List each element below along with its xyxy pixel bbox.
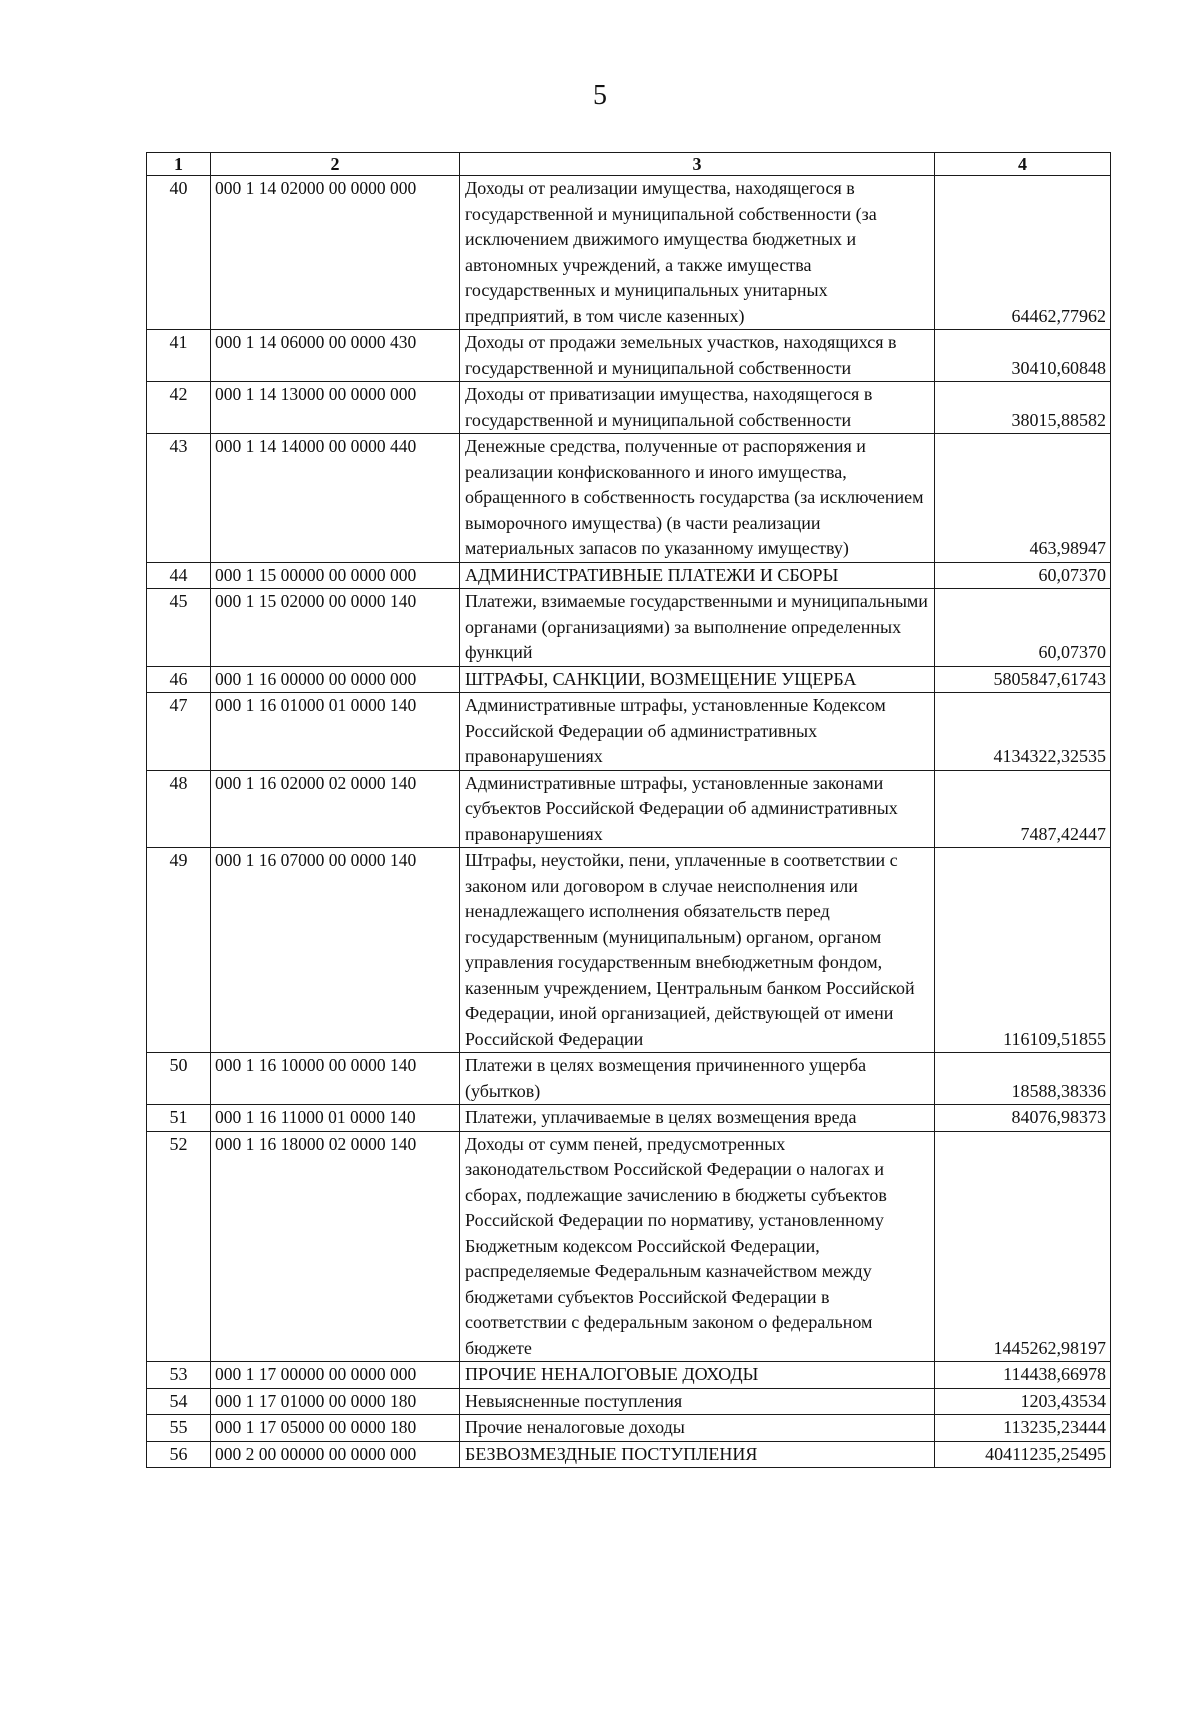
row-number-cell: 43 (147, 434, 211, 563)
description-cell: Доходы от реализации имущества, находящегося в государственной и муниципальной собственности (за исключением движимого имущества бюджетных и автономных учреждений, а также имущества государственных и муниципальных унитарных предприятий, в том числе казенных) (460, 176, 935, 330)
table-row (147, 693, 1111, 771)
table-row (147, 1053, 1111, 1105)
description-cell: АДМИНИСТРАТИВНЫЕ ПЛАТЕЖИ И СБОРЫ (460, 562, 935, 589)
budget-code-cell: 000 1 15 00000 00 0000 000 (211, 562, 460, 589)
row-number-cell: 40 (147, 176, 211, 330)
description-cell: Платежи, взимаемые государственными и муниципальными органами (организациями) за выполнение определенных функций (460, 589, 935, 667)
table-row (147, 589, 1111, 667)
budget-code-cell: 000 1 16 02000 02 0000 140 (211, 770, 460, 848)
table-row (147, 770, 1111, 848)
budget-code-cell: 000 1 16 00000 00 0000 000 (211, 666, 460, 693)
row-number-cell: 56 (147, 1441, 211, 1468)
description-cell: Административные штрафы, установленные Кодексом Российской Федерации об административных правонарушениях (460, 693, 935, 771)
table-row (147, 1441, 1111, 1468)
amount-cell: 114438,66978 (935, 1362, 1111, 1389)
description-cell: Доходы от продажи земельных участков, находящихся в государственной и муниципальной собственности (460, 330, 935, 382)
budget-code-cell: 000 1 16 07000 00 0000 140 (211, 848, 460, 1053)
column-header-amount: 4 (935, 153, 1111, 176)
table-row (147, 330, 1111, 382)
table-row (147, 1388, 1111, 1415)
description-cell: ПРОЧИЕ НЕНАЛОГОВЫЕ ДОХОДЫ (460, 1362, 935, 1389)
table-row (147, 666, 1111, 693)
table-header-row (147, 153, 1111, 176)
table-row (147, 562, 1111, 589)
table-body (147, 176, 1111, 1468)
table-row (147, 848, 1111, 1053)
row-number-cell: 44 (147, 562, 211, 589)
column-header-row-number: 1 (147, 153, 211, 176)
amount-cell: 1203,43534 (935, 1388, 1111, 1415)
row-number-cell: 54 (147, 1388, 211, 1415)
amount-cell: 60,07370 (935, 589, 1111, 667)
revenue-table (146, 152, 1111, 1468)
row-number-cell: 48 (147, 770, 211, 848)
row-number-cell: 47 (147, 693, 211, 771)
budget-code-cell: 000 1 14 14000 00 0000 440 (211, 434, 460, 563)
amount-cell: 18588,38336 (935, 1053, 1111, 1105)
row-number-cell: 51 (147, 1105, 211, 1132)
budget-code-cell: 000 1 16 10000 00 0000 140 (211, 1053, 460, 1105)
budget-code-cell: 000 1 16 11000 01 0000 140 (211, 1105, 460, 1132)
table-row (147, 1415, 1111, 1442)
table-row (147, 1105, 1111, 1132)
description-cell: Административные штрафы, установленные законами субъектов Российской Федерации об административных правонарушениях (460, 770, 935, 848)
description-cell: Прочие неналоговые доходы (460, 1415, 935, 1442)
description-cell: ШТРАФЫ, САНКЦИИ, ВОЗМЕЩЕНИЕ УЩЕРБА (460, 666, 935, 693)
description-cell: Платежи, уплачиваемые в целях возмещения вреда (460, 1105, 935, 1132)
budget-code-cell: 000 1 14 13000 00 0000 000 (211, 382, 460, 434)
description-cell: Платежи в целях возмещения причиненного ущерба (убытков) (460, 1053, 935, 1105)
amount-cell: 84076,98373 (935, 1105, 1111, 1132)
description-cell: Доходы от приватизации имущества, находящегося в государственной и муниципальной собственности (460, 382, 935, 434)
table-row (147, 434, 1111, 563)
budget-code-cell: 000 1 16 01000 01 0000 140 (211, 693, 460, 771)
row-number-cell: 42 (147, 382, 211, 434)
row-number-cell: 41 (147, 330, 211, 382)
amount-cell: 7487,42447 (935, 770, 1111, 848)
description-cell: Невыясненные поступления (460, 1388, 935, 1415)
column-header-budget-code: 2 (211, 153, 460, 176)
amount-cell: 60,07370 (935, 562, 1111, 589)
row-number-cell: 49 (147, 848, 211, 1053)
description-cell: Штрафы, неустойки, пени, уплаченные в соответствии с законом или договором в случае неисполнения или ненадлежащего исполнения обязательств перед государственным (муниципальным) органом, органом управления государственным внебюджетным фондом, казенным учреждением, Центральным банком Российской Федерации, иной организацией, действующей от имени Российской Федерации (460, 848, 935, 1053)
table-row (147, 1131, 1111, 1362)
row-number-cell: 46 (147, 666, 211, 693)
budget-code-cell: 000 1 17 00000 00 0000 000 (211, 1362, 460, 1389)
description-cell: БЕЗВОЗМЕЗДНЫЕ ПОСТУПЛЕНИЯ (460, 1441, 935, 1468)
description-cell: Доходы от сумм пеней, предусмотренных законодательством Российской Федерации о налогах и сборах, подлежащие зачислению в бюджеты субъектов Российской Федерации по нормативу, установленному Бюджетным кодексом Российской Федерации, распределяемые Федеральным казначейством между бюджетами субъектов Российской Федерации в соответствии с федеральным законом о федеральном бюджете (460, 1131, 935, 1362)
amount-cell: 38015,88582 (935, 382, 1111, 434)
amount-cell: 30410,60848 (935, 330, 1111, 382)
budget-code-cell: 000 1 15 02000 00 0000 140 (211, 589, 460, 667)
budget-code-cell: 000 1 17 05000 00 0000 180 (211, 1415, 460, 1442)
amount-cell: 40411235,25495 (935, 1441, 1111, 1468)
table-row (147, 382, 1111, 434)
row-number-cell: 52 (147, 1131, 211, 1362)
amount-cell: 64462,77962 (935, 176, 1111, 330)
amount-cell: 1445262,98197 (935, 1131, 1111, 1362)
budget-code-cell: 000 1 16 18000 02 0000 140 (211, 1131, 460, 1362)
table-row (147, 1362, 1111, 1389)
column-header-description: 3 (460, 153, 935, 176)
amount-cell: 4134322,32535 (935, 693, 1111, 771)
revenue-table-container (146, 152, 1110, 1468)
row-number-cell: 53 (147, 1362, 211, 1389)
budget-code-cell: 000 1 14 06000 00 0000 430 (211, 330, 460, 382)
amount-cell: 113235,23444 (935, 1415, 1111, 1442)
budget-code-cell: 000 1 17 01000 00 0000 180 (211, 1388, 460, 1415)
description-cell: Денежные средства, полученные от распоряжения и реализации конфискованного и иного имущества, обращенного в собственность государства (за исключением выморочного имущества) (в части реализации материальных запасов по указанному имуществу) (460, 434, 935, 563)
row-number-cell: 45 (147, 589, 211, 667)
table-row (147, 176, 1111, 330)
budget-code-cell: 000 1 14 02000 00 0000 000 (211, 176, 460, 330)
row-number-cell: 50 (147, 1053, 211, 1105)
row-number-cell: 55 (147, 1415, 211, 1442)
amount-cell: 116109,51855 (935, 848, 1111, 1053)
amount-cell: 5805847,61743 (935, 666, 1111, 693)
page-number: 5 (593, 80, 607, 111)
budget-code-cell: 000 2 00 00000 00 0000 000 (211, 1441, 460, 1468)
amount-cell: 463,98947 (935, 434, 1111, 563)
